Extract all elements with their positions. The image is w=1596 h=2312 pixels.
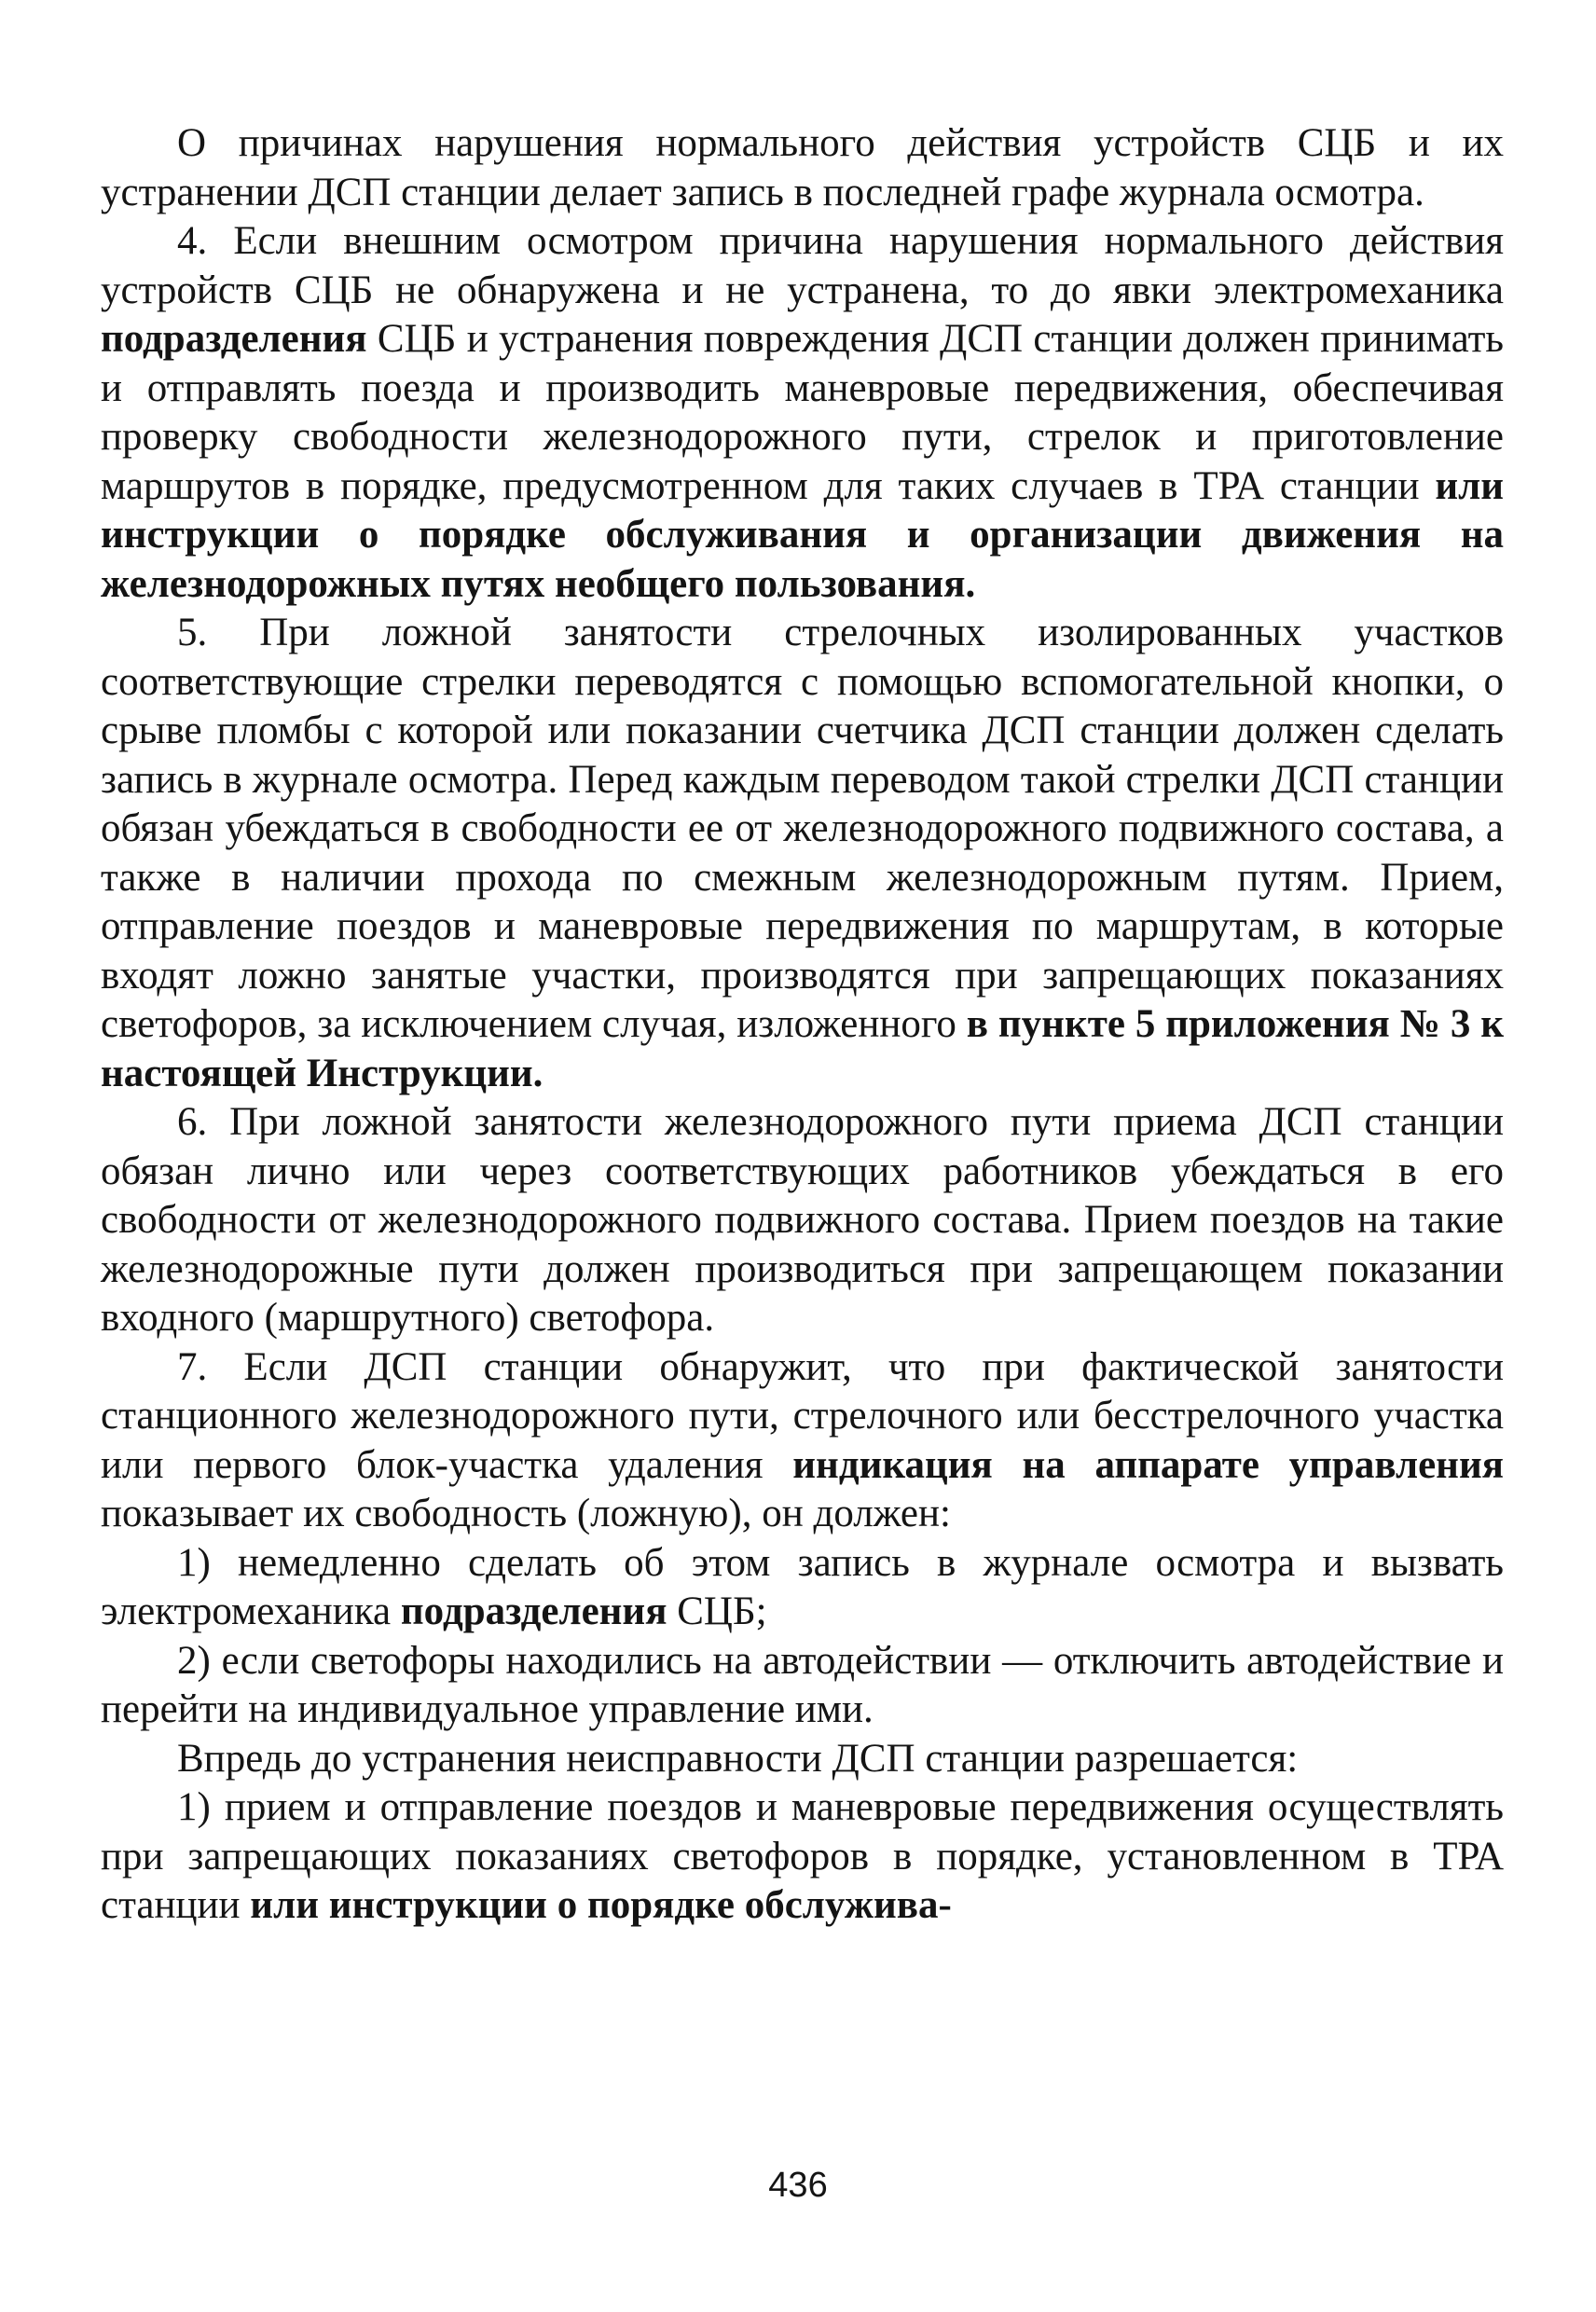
bold-text-segment: индикация на аппарате управления [792,1442,1504,1487]
paragraph-item-4 [101,217,1504,609]
paragraph-item-7 [101,1343,1504,1539]
text-segment: Впредь до устранения неисправности ДСП станции разрешается: [177,1736,1299,1781]
text-segment: СЦБ и устранения повреждения ДСП станции должен принимать и отправлять поезда и производить маневровые передвижения, обеспечивая проверку свободности железнодорожного пути, стрелок и приготовление маршрутов в порядке, предусмотренном для таких случаев в ТРА станции [101,317,1504,508]
paragraph-item-5 [101,609,1504,1098]
text-segment: 2) если светофоры находились на автодействии — отключить автодействие и перейти на индивидуальное управление ими. [101,1638,1504,1731]
paragraph-item-6 [101,1098,1504,1343]
bold-text-segment: подразделения [101,317,367,361]
paragraph-subitem-1 [101,1539,1504,1637]
page-body [101,119,1504,1931]
bold-text-segment: в пункте 5 приложения № 3 к настоящей Инструкции. [101,1002,1504,1095]
bold-text-segment: подразделения [400,1590,667,1633]
bold-text-segment: или инструкции о порядке обслужива- [250,1883,952,1927]
paragraph-permission-intro [101,1735,1504,1784]
paragraph-permission-item-1 [101,1783,1504,1931]
text-segment: 4. Если внешним осмотром причина нарушения нормального действия устройств СЦБ не обнаружена и не устранена, то до явки электромеханика [101,219,1504,312]
text-segment: показывает их свободность (ложную), он должен: [101,1492,951,1535]
text-segment: 5. При ложной занятости стрелочных изолированных участков соответствующие стрелки переводятся с помощью вспомогательной кнопки, о срыве пломбы с которой или показании счетчика ДСП станции должен сделать запись в журнале осмотра. Перед каждым переводом такой стрелки ДСП станции обязан убеждаться в свободности ее от железнодорожного подвижного состава, а также в наличии прохода по смежным железнодорожным путям. Прием, отправление поездов и маневровые передвижения по маршрутам, в которые входят ложно занятые участки, производятся при запрещающих показаниях светофоров, за исключением случая, изложенного [101,611,1504,1046]
text-segment: 1) немедленно сделать об этом запись в журнале осмотра и вызвать электромеханика [101,1540,1504,1633]
paragraph-subitem-2 [101,1637,1504,1735]
paragraph-intro [101,119,1504,217]
text-segment: 6. При ложной занятости железнодорожного пути приема ДСП станции обязан лично или через соответствующих работников убеждаться в его свободности от железнодорожного подвижного состава. Прием поездов на такие железнодорожные пути должен производиться при запрещающем показании входного (маршрутного) светофора. [101,1100,1504,1340]
text-segment: О причинах нарушения нормального действия устройств СЦБ и их устранении ДСП станции делает запись в последней графе журнала осмотра. [101,121,1504,214]
bold-text-segment: или инструкции о порядке обслуживания и организации движения на железнодорожных путях необщего пользования. [101,463,1504,606]
text-segment: СЦБ; [667,1590,767,1633]
page-number: 436 [768,2166,828,2205]
text-segment: 7. Если ДСП станции обнаружит, что при фактической занятости станционного железнодорожного пути, стрелочного или бесстрелочного участка или первого блок-участка удаления [101,1344,1504,1487]
text-segment: 1) прием и отправление поездов и маневровые передвижения осуществлять при запрещающих показаниях светофоров в порядке, установленном в ТРА станции [101,1785,1504,1927]
